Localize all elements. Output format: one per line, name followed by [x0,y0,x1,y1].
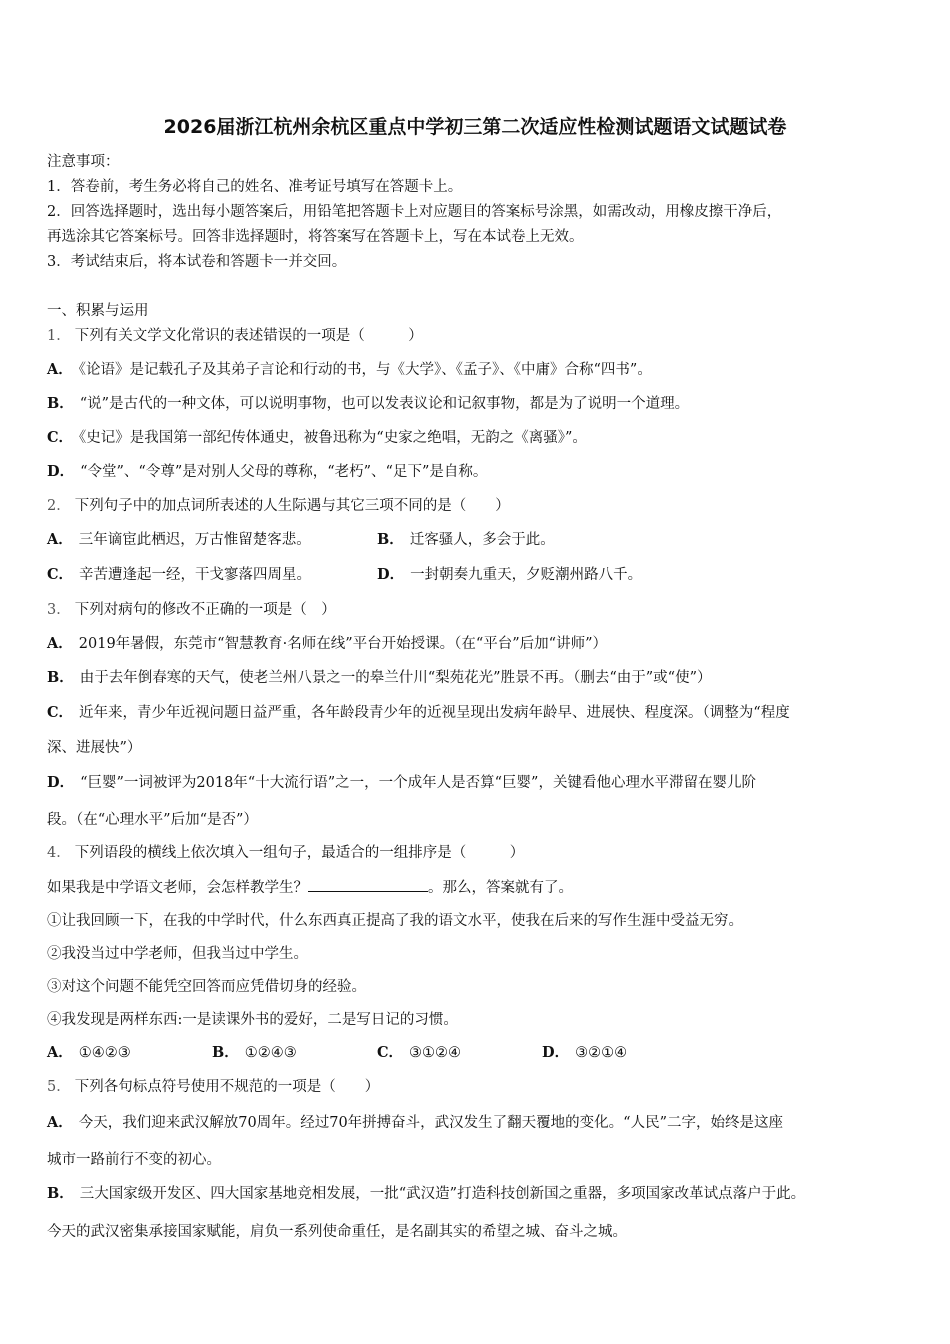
question-4-stem [47,843,524,863]
q3-option-d-cont: 段。（在“心理水平”后加“是否”） [47,812,258,828]
q2-option-b[interactable] [377,530,555,550]
option-text: 今天，我们迎来武汉解放70周年。经过70年拼搏奋斗，武汉发生了翻天覆地的变化。“人民”二字，始终是这座 [78,1115,783,1131]
question-text: 下列各句标点符号使用不规范的一项是（ ） [74,1079,380,1095]
notice-item-3: 3．考试结束后，将本试卷和答题卡一并交回。 [47,254,347,270]
q3-option-d[interactable] [47,773,756,793]
option-label: D． [377,566,405,583]
option-label: A． [47,361,73,378]
q4-option-a[interactable] [47,1043,131,1063]
option-label: A． [47,1044,73,1061]
notice-item-1: 1．答卷前，考生务必将自己的姓名、准考证号填写在答题卡上。 [47,179,463,195]
q4-sentence-2: ②我没当过中学老师，但我当过中学生。 [47,946,308,962]
q4-sentence-4: ④我发现是两样东西:一是读课外书的爱好，二是写日记的习惯。 [47,1012,458,1028]
answer-blank [308,877,428,892]
q3-option-c[interactable] [47,703,790,723]
option-text: 由于去年倒春寒的天气，使老兰州八景之一的皋兰什川“梨苑花光”胜景不再。（删去“由于”或“使”） [79,670,712,686]
option-text: 《论语》是记载孔子及其弟子言论和行动的书，与《大学》、《孟子》、《中庸》合称“四书”。 [78,362,652,378]
question-text: 下列语段的横线上依次填入一组句子，最适合的一组排序是（ ） [74,845,525,861]
q4-option-c[interactable] [377,1043,461,1063]
option-label: D． [542,1044,570,1061]
q5-option-a[interactable] [47,1113,783,1133]
option-label: B． [47,669,74,686]
question-5-stem [47,1077,379,1097]
q5-option-b-cont: 今天的武汉密集承接国家赋能，肩负一系列使命重任，是名副其实的希望之城、奋斗之城。 [47,1224,627,1240]
option-text: 近年来，青少年近视问题日益严重，各年龄段青少年的近视呈现出发病年龄早、进展快、程度深。（调整为“程度 [79,705,790,721]
option-text: 一封朝奏九重天，夕贬潮州路八千。 [410,567,643,583]
q3-option-c-cont: 深、进展快”） [47,740,142,756]
option-label: D． [47,774,75,791]
q4-option-d[interactable] [542,1043,627,1063]
question-number: 1． [47,328,71,344]
option-text: 三年谪宦此栖迟，万古惟留楚客悲。 [78,532,311,548]
question-number: 3． [47,602,71,618]
option-label: A． [47,635,73,652]
option-label: C． [47,566,74,583]
notice-item-2: 2．回答选择题时，选出每小题答案后，用铅笔把答题卡上对应题目的答案标号涂黑，如需改动，用橡皮擦干净后， [47,204,782,220]
option-text: 三大国家级开发区、四大国家基地竞相发展，一批“武汉造”打造科技创新国之重器，多项国家改革试点落户于此。 [79,1186,806,1202]
option-text: ①④②③ [78,1045,131,1061]
lead-text: 如果我是中学语文老师，会怎样教学生？ [47,880,308,896]
option-text: ①②④③ [244,1045,297,1061]
q2-option-c[interactable] [47,565,311,585]
q4-sentence-3: ③对这个问题不能凭空回答而应凭借切身的经验。 [47,979,366,995]
option-label: C． [47,704,74,721]
q1-option-d[interactable] [47,462,487,482]
q1-option-b[interactable] [47,394,689,414]
option-label: A． [47,531,73,548]
question-text: 下列句子中的加点词所表述的人生际遇与其它三项不同的是（ ） [74,498,510,514]
option-label: B． [377,531,404,548]
section-heading: 一、积累与运用 [47,303,149,319]
q4-lead-sentence [47,877,573,898]
option-label: D． [47,463,75,480]
question-1-stem [47,326,423,346]
page-title: 2026届浙江杭州余杭区重点中学初三第二次适应性检测试题语文试题试卷 [163,116,787,138]
notice-item-2-cont: 再选涂其它答案标号。回答非选择题时，将答案写在答题卡上，写在本试卷上无效。 [47,229,584,245]
question-3-stem [47,600,336,620]
question-text: 下列有关文学文化常识的表述错误的一项是（ ） [74,328,423,344]
q3-option-b[interactable] [47,668,712,688]
option-text: “令堂”、“令尊”是对别人父母的尊称，“老朽”、“足下”是自称。 [80,464,488,480]
option-text: 2019年暑假，东莞市“智慧教育·名师在线”平台开始授课。（在“平台”后加“讲师”） [78,636,608,652]
option-label: B． [47,1185,74,1202]
option-label: B． [47,395,74,412]
q1-option-c[interactable] [47,428,587,448]
option-text: 辛苦遭逢起一经，干戈寥落四周星。 [79,567,312,583]
q4-option-b[interactable] [212,1043,297,1063]
option-text: 《史记》是我国第一部纪传体通史，被鲁迅称为“史家之绝唱，无韵之《离骚》”。 [79,430,587,446]
q3-option-a[interactable] [47,634,607,654]
notice-heading: 注意事项： [47,154,120,170]
option-text: ③①②④ [409,1045,462,1061]
question-text: 下列对病句的修改不正确的一项是（ ） [74,602,336,618]
question-2-stem [47,496,510,516]
option-label: C． [377,1044,404,1061]
q5-option-a-cont: 城市一路前行不变的初心。 [47,1152,221,1168]
q2-option-a[interactable] [47,530,311,550]
question-number: 2． [47,498,71,514]
option-text: 迁客骚人，多会于此。 [409,532,555,548]
q1-option-a[interactable] [47,360,652,380]
option-label: B． [212,1044,239,1061]
question-number: 5． [47,1079,71,1095]
question-number: 4． [47,845,71,861]
option-label: A． [47,1114,73,1131]
option-text: “巨婴”一词被评为2018年“十大流行语”之一，一个成年人是否算“巨婴”，关键看他心理水平滞留在婴儿阶 [80,775,756,791]
option-label: C． [47,429,74,446]
option-text: “说”是古代的一种文体，可以说明事物，也可以发表议论和记叙事物，都是为了说明一个道理。 [79,396,690,412]
option-text: ③②①④ [575,1045,628,1061]
lead-text-after: 。那么，答案就有了。 [428,880,573,896]
q2-option-d[interactable] [377,565,642,585]
q4-sentence-1: ①让我回顾一下，在我的中学时代，什么东西真正提高了我的语文水平，使我在后来的写作生涯中受益无穷。 [47,913,743,929]
q5-option-b[interactable] [47,1184,805,1204]
